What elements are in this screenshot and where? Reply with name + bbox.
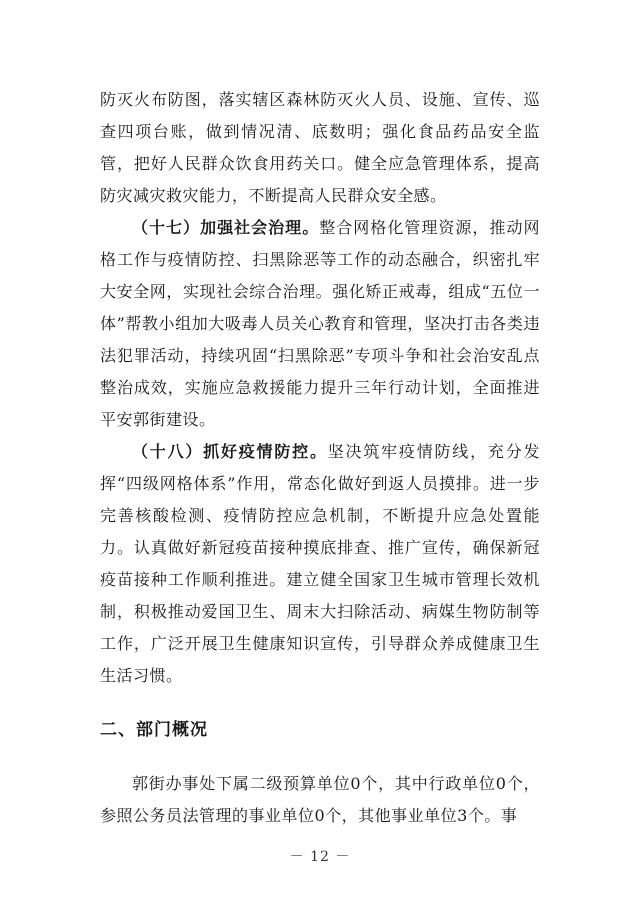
item-17-lead: （十七）加强社会治理。	[132, 218, 320, 237]
item-18-body: 坚决筑牢疫情防线，充分发挥“四级网格体系”作用，常态化做好到返人员摸排。进一步完善核酸检测、疫情防控应急机制，不断提升应急处置能力。认真做好新冠疫苗接种摸底排查、推广宣传，确保新冠疫苗接种工作顺利推进。建立健全国家卫生城市管理长效机制，积极推动爱国卫生、周末大扫除活动、病媒生物防制等工作，广泛开展卫生健康知识宣传，引导群众养成健康卫生生活习惯。	[100, 442, 540, 685]
section-heading-2: 二、部门概况	[100, 720, 208, 740]
item-17-body: 整合网格化管理资源，推动网格工作与疫情防控、扫黑除恶等工作的动态融合，织密扎牢大安全网，实现社会综合治理。强化矫正戒毒，组成“五位一体”帮教小组加大吸毒人员关心教育和管理，坚决打击各类违法犯罪活动，持续巩固“扫黑除恶”专项斗争和社会治安乱点整治成效，实施应急救援能力提升三年行动计划，全面推进平安郭街建设。	[100, 218, 540, 429]
paragraph-department-overview: 郭街办事处下属二级预算单位0个，其中行政单位0个，参照公务员法管理的事业单位0个，其他事业单位3个。事	[100, 774, 540, 825]
paragraph-continued: 防灭火布防图，落实辖区森林防灭火人员、设施、宣传、巡查四项台账，做到情况清、底数明；强化食品药品安全监管，把好人民群众饮食用药关口。健全应急管理体系，提高防灾减灾救灾能力，不断提高人民群众安全感。	[100, 90, 540, 205]
document-body	[100, 84, 540, 832]
item-18-lead: （十八）抓好疫情防控。	[132, 442, 328, 461]
paragraph-item-17	[100, 212, 540, 436]
paragraph-item-18	[100, 436, 540, 692]
page-number: － 12 －	[289, 849, 351, 865]
